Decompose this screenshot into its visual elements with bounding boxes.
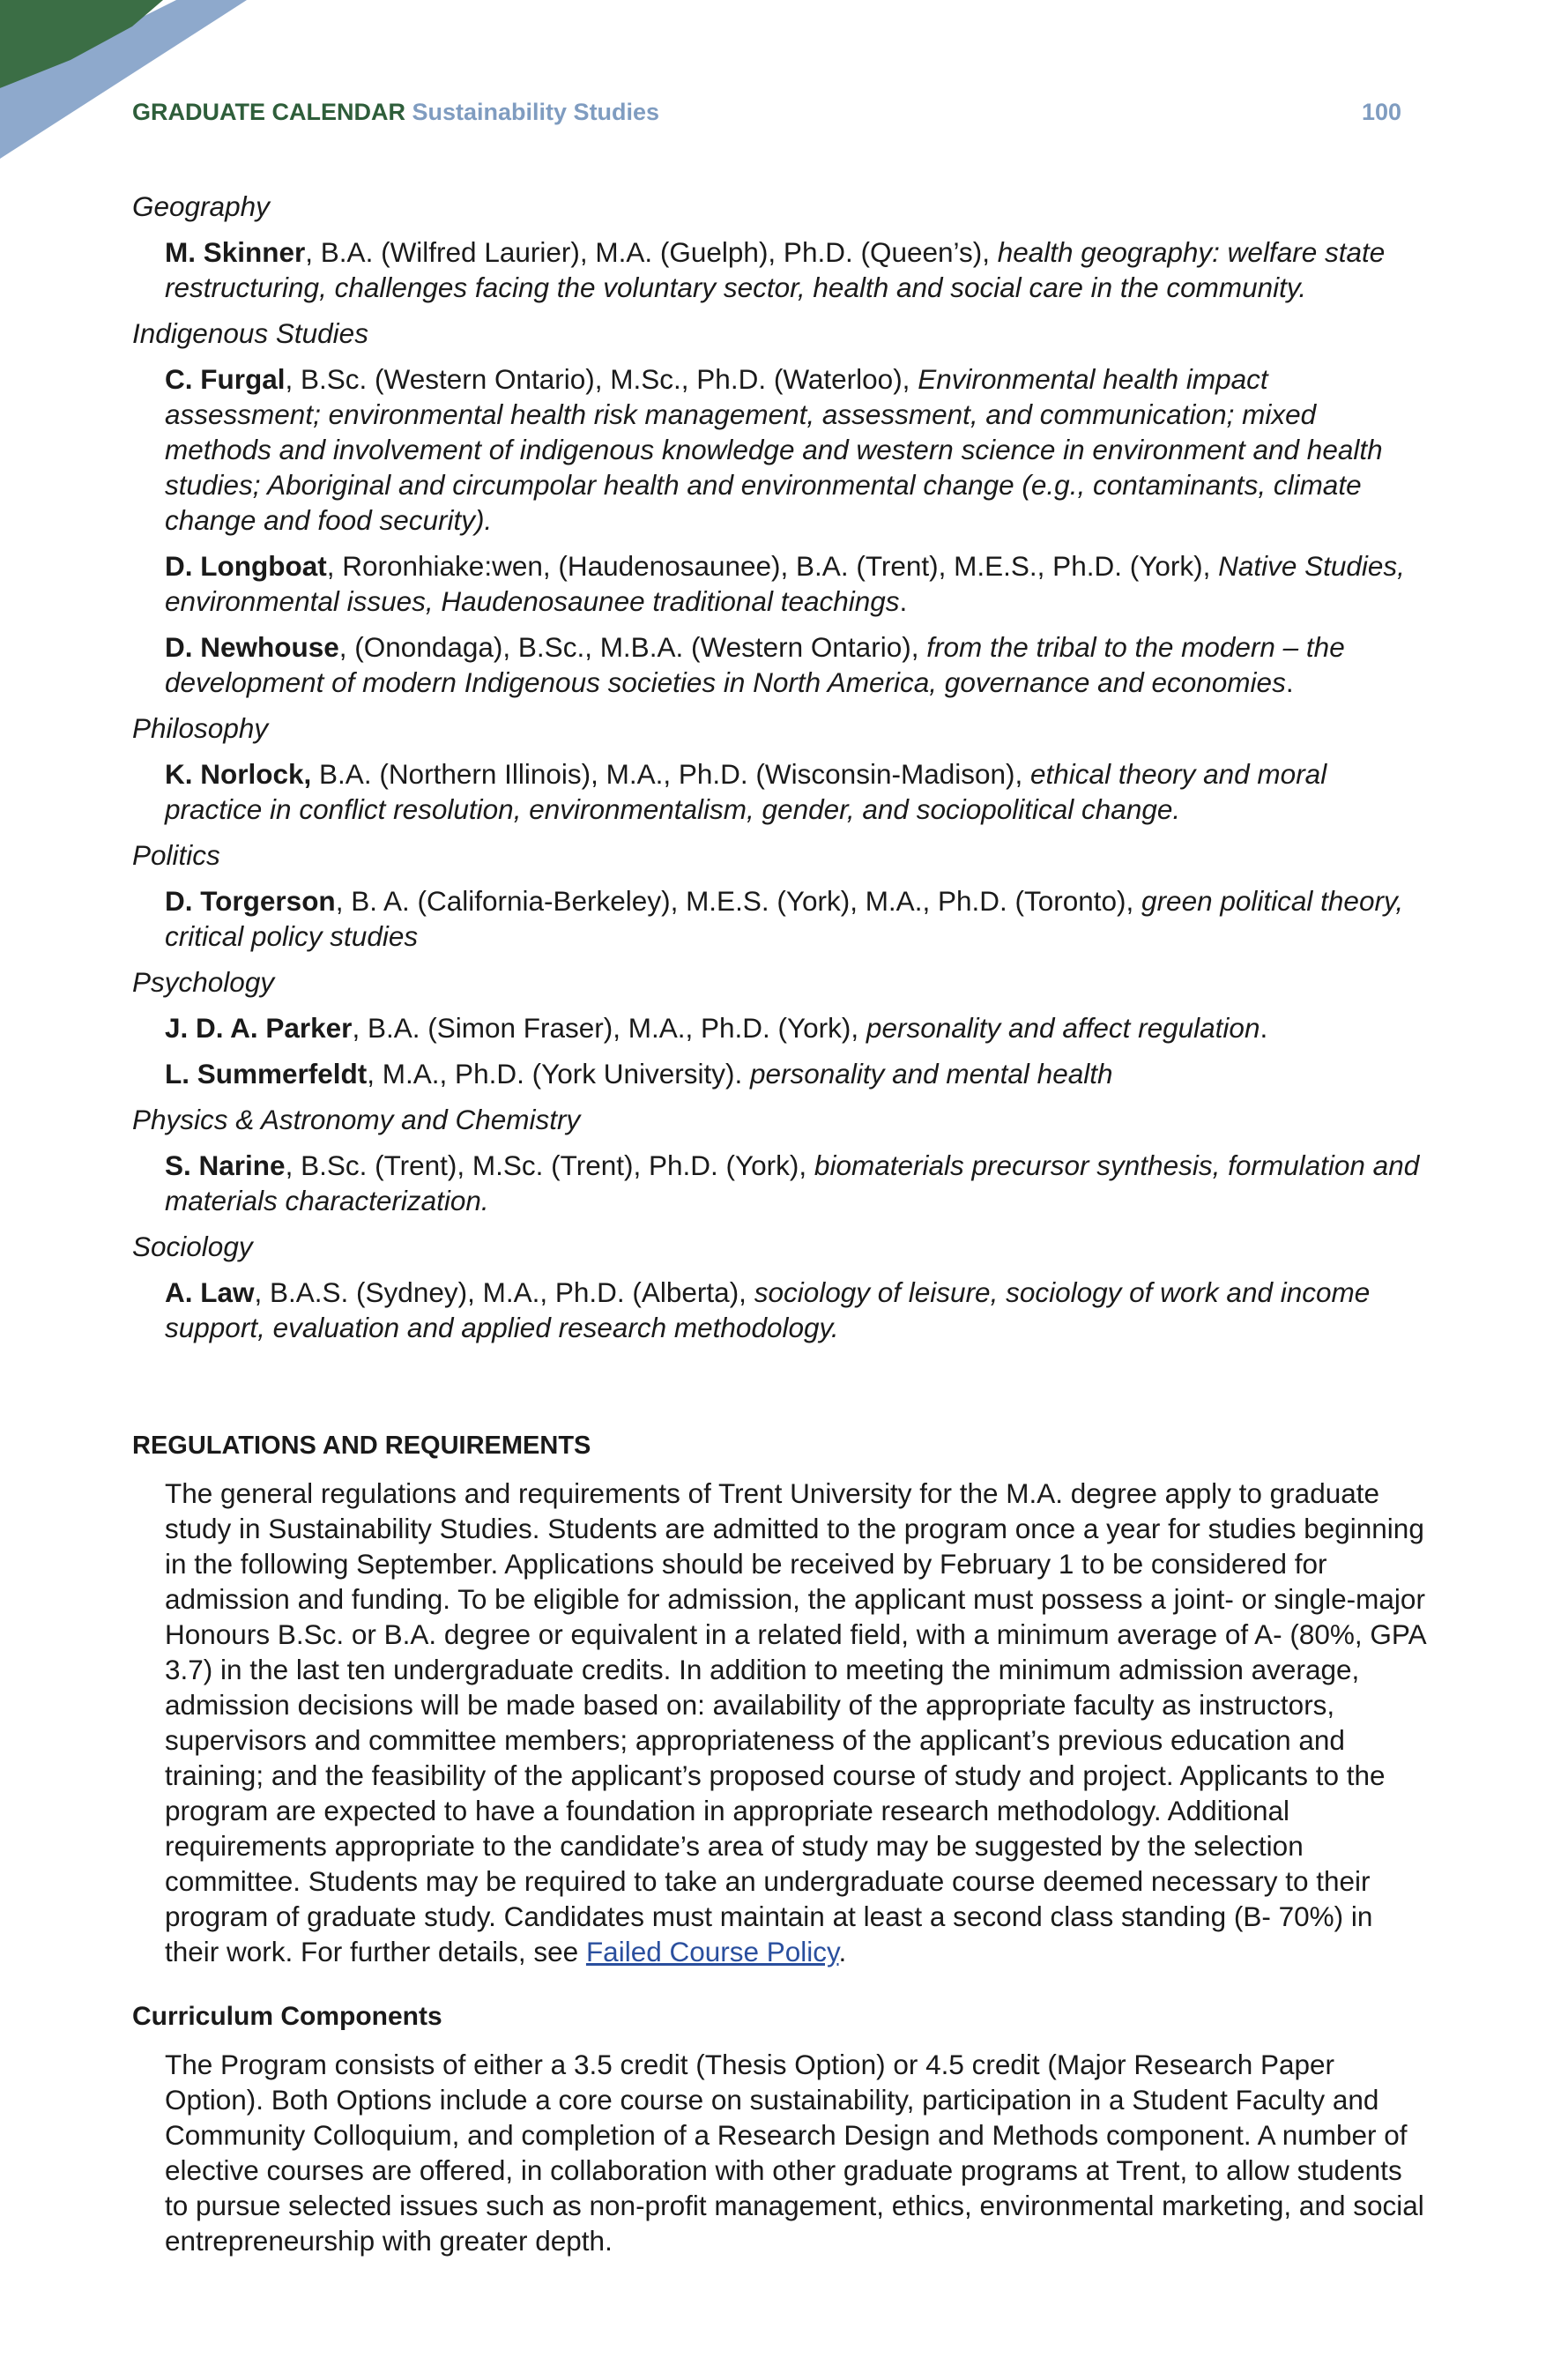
section-title: Sustainability Studies [412, 99, 660, 125]
faculty-entry [165, 756, 1428, 827]
curriculum-paragraph: The Program consists of either a 3.5 credit (Thesis Option) or 4.5 credit (Major Research Paper Option). Both Options include a core course on sustainability, participation in a Student Faculty and Community Colloquium, and completion of a Research Design and Methods component. A number of elective courses are offered, in collaboration with other graduate programs at Trent, to allow students to pursue selected issues such as non-profit management, ethics, environmental marketing, and social entrepreneurship with greater depth. [165, 2049, 1424, 2257]
dept-geography: Geography [132, 190, 270, 222]
faculty-interests: personality and mental health [749, 1058, 1113, 1090]
faculty-credentials: B.A. (Northern Illinois), M.A., Ph.D. (Wisconsin-Madison), [311, 758, 1031, 790]
faculty-credentials: , B. A. (California-Berkeley), M.E.S. (York), M.A., Ph.D. (Toronto), [335, 885, 1142, 917]
dept-indigenous-studies: Indigenous Studies [132, 317, 368, 349]
faculty-name: A. Law [165, 1276, 255, 1308]
faculty-entry [165, 1275, 1428, 1345]
curriculum-heading: Curriculum Components [132, 2002, 442, 2031]
faculty-name: C. Furgal [165, 363, 286, 395]
faculty-credentials: , B.Sc. (Trent), M.Sc. (Trent), Ph.D. (York), [285, 1149, 814, 1181]
faculty-interests: personality and affect regulation [866, 1012, 1260, 1044]
faculty-entry [165, 1148, 1428, 1218]
faculty-credentials: , B.Sc. (Western Ontario), M.Sc., Ph.D. (Waterloo), [285, 363, 918, 395]
regulations-heading: REGULATIONS AND REQUIREMENTS [132, 1432, 591, 1460]
faculty-interests: Environmental health impact assessment; environmental health risk management, assessment, and communication; mixed methods and involvement of indigenous knowledge and western science in environment and health studies; Aboriginal and circumpolar health and environmental change (e.g., contaminants, climate change and food security). [165, 363, 1383, 536]
faculty-entry [165, 629, 1428, 700]
faculty-interests: health geography: welfare state restructuring, challenges facing the voluntary sector, health and social care in the community. [165, 236, 1386, 303]
faculty-entry [165, 1010, 1428, 1045]
dept-physics-chemistry: Physics & Astronomy and Chemistry [132, 1104, 581, 1135]
faculty-name: J. D. A. Parker [165, 1012, 353, 1044]
faculty-name: K. Norlock, [165, 758, 312, 790]
faculty-tail: . [899, 585, 908, 617]
faculty-interests: ethical theory and moral practice in conflict resolution, environmentalism, gender, and sociopolitical change. [165, 758, 1327, 825]
faculty-tail: . [1259, 1012, 1268, 1044]
faculty-entry [165, 548, 1428, 619]
faculty-interests: biomaterials precursor synthesis, formulation and materials characterization. [165, 1149, 1420, 1216]
faculty-name: D. Longboat [165, 550, 327, 582]
regulations-body: The general regulations and requirements of Trent University for the M.A. degree apply to graduate study in Sustainability Studies. Students are admitted to the program once a year for studies beginning in the following September. Applications should be received by February 1 to be considered for admission and funding. To be eligible for admission, the applicant must possess a joint- or single-major Honours B.Sc. or B.A. degree or equivalent in a related field, with a minimum average of A- (80%, GPA 3.7) in the last ten undergraduate credits. In addition to meeting the minimum admission average, admission decisions will be made based on: availability of the appropriate faculty as instructors, supervisors and committee members; appropriateness of the applicant’s previous education and training; and the feasibility of the applicant’s proposed course of study and project. Applicants to the program are expected to have a foundation in appropriate research methodology. Additional requirements appropriate to the candidate’s area of study may be suggested by the selection committee. Students may be required to take an undergraduate course deemed necessary to their program of graduate study. Candidates must maintain at least a second class standing (B- 70%) in their work. For further details, see [165, 1477, 1425, 1967]
faculty-credentials: , M.A., Ph.D. (York University). [367, 1058, 750, 1090]
faculty-tail: . [1285, 666, 1294, 698]
faculty-entry [165, 883, 1428, 954]
faculty-name: M. Skinner [165, 236, 306, 268]
corner-decoration [0, 0, 247, 159]
page-content [132, 189, 1428, 2258]
faculty-interests: green political theory, critical policy studies [165, 885, 1404, 952]
faculty-credentials: , (Onondaga), B.Sc., M.B.A. (Western Ontario), [338, 631, 927, 663]
faculty-credentials: , Roronhiake:wen, (Haudenosaunee), B.A. (Trent), M.E.S., Ph.D. (York), [326, 550, 1219, 582]
faculty-name: L. Summerfeldt [165, 1058, 368, 1090]
page-number: 100 [1361, 99, 1401, 125]
page-header [132, 99, 1401, 134]
faculty-interests: sociology of leisure, sociology of work and income support, evaluation and applied research methodology. [165, 1276, 1371, 1343]
regulations-end: . [838, 1936, 847, 1967]
faculty-interests: Native Studies, environmental issues, Haudenosaunee traditional teachings [165, 550, 1405, 617]
calendar-title: GRADUATE CALENDAR [132, 99, 405, 125]
faculty-name: D. Torgerson [165, 885, 336, 917]
faculty-name: D. Newhouse [165, 631, 339, 663]
faculty-entry [165, 234, 1428, 305]
failed-course-policy-link[interactable]: Failed Course Policy [585, 1936, 839, 1967]
faculty-credentials: , B.A. (Wilfred Laurier), M.A. (Guelph), Ph.D. (Queen’s), [305, 236, 998, 268]
dept-psychology: Psychology [132, 966, 275, 998]
faculty-name: S. Narine [165, 1149, 286, 1181]
faculty-entry [165, 1056, 1428, 1091]
dept-politics: Politics [132, 839, 220, 871]
faculty-credentials: , B.A.S. (Sydney), M.A., Ph.D. (Alberta), [254, 1276, 754, 1308]
faculty-list [132, 189, 1428, 1345]
faculty-entry [165, 361, 1428, 538]
faculty-credentials: , B.A. (Simon Fraser), M.A., Ph.D. (York), [352, 1012, 866, 1044]
dept-sociology: Sociology [132, 1231, 253, 1262]
faculty-interests: from the tribal to the modern – the development of modern Indigenous societies in North America, governance and economies [165, 631, 1345, 698]
dept-philosophy: Philosophy [132, 712, 269, 744]
regulations-paragraph [165, 1476, 1428, 1969]
